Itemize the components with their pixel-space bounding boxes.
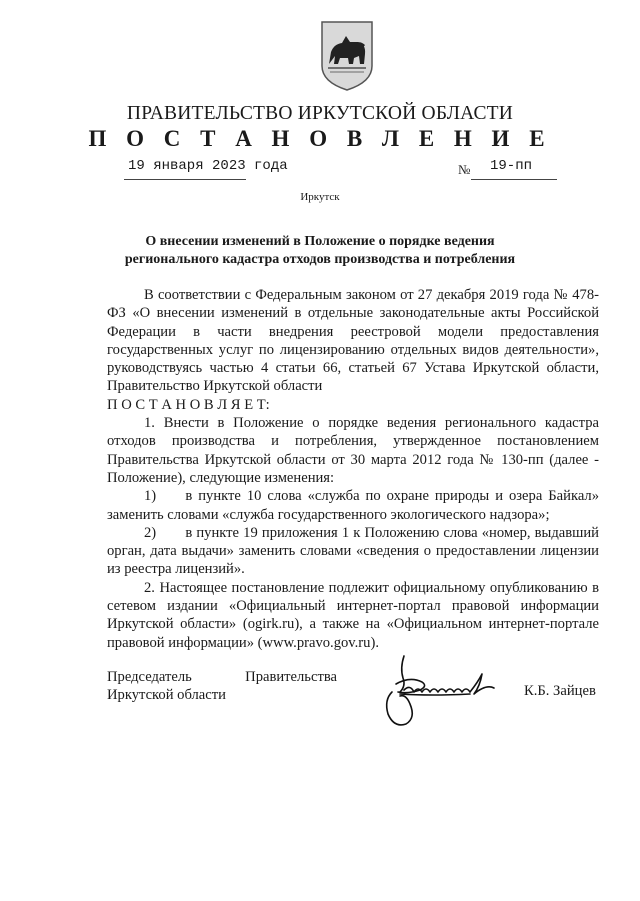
- subpoint-1-paragraph: 1) в пункте 10 слова «служба по охране природы и озера Байкал» заменить словами «служба государственного экологического надзора»;: [107, 488, 599, 523]
- number-underline: [471, 179, 557, 180]
- point-2-paragraph: 2. Настоящее постановление подлежит официальному опубликованию в сетевом издании «Официальный интернет-портал правовой информации Иркутской области» (ogirk.ru), а также на «Официальном интернет-портале правовой информации» (www.pravo.gov.ru).: [107, 579, 599, 651]
- handwritten-signature: [370, 648, 505, 736]
- document-number: 19-пп: [490, 158, 533, 174]
- document-body: [107, 286, 599, 652]
- city-name: Иркутск: [300, 191, 340, 203]
- document-type: П О С Т А Н О В Л Е Н И Е: [88, 126, 552, 151]
- signatory-title-word-2: Правительства: [245, 669, 337, 685]
- number-sign: №: [458, 162, 471, 177]
- document-subject: О внесении изменений в Положение о порядке ведения регионального кадастра отходов производства и потребления: [124, 234, 516, 267]
- subpoint-2-paragraph: 2) в пункте 19 приложения 1 к Положению слова «номер, выдавший орган, дата выдачи» заменить словами «сведения о предоставлении лицензии из реестра лицензий».: [107, 524, 599, 578]
- signatory-title-word-1: Председатель: [107, 669, 192, 685]
- signatory-title-line-2: Иркутской области: [107, 687, 226, 703]
- preamble-paragraph: В соответствии с Федеральным законом от 27 декабря 2019 года № 478-ФЗ «О внесении изменений в отдельные законодательные акты Российской Федерации в части внедрения реестровой модели предоставления государственных услуг по лицензированию отдельных видов деятельности», руководствуясь частью 4 статьи 66, статьей 67 Устава Иркутской области, Правительство Иркутской области: [107, 287, 599, 395]
- coat-of-arms-emblem: [318, 18, 376, 92]
- signatory-name: К.Б. Зайцев: [524, 683, 596, 699]
- signatory-title: [107, 668, 337, 704]
- point-1-paragraph: 1. Внести в Положение о порядке ведения регионального кадастра отходов производства и потребления, утвержденное постановлением Правительства Иркутской области от 30 марта 2012 года № 130-пп (далее - Положение), следующие изменения:: [107, 415, 599, 486]
- government-title: ПРАВИТЕЛЬСТВО ИРКУТСКОЙ ОБЛАСТИ: [126, 103, 514, 124]
- document-date: 19 января 2023 года: [128, 158, 288, 174]
- date-underline: [124, 179, 246, 180]
- resolves-heading: П О С Т А Н О В Л Я Е Т:: [107, 396, 270, 413]
